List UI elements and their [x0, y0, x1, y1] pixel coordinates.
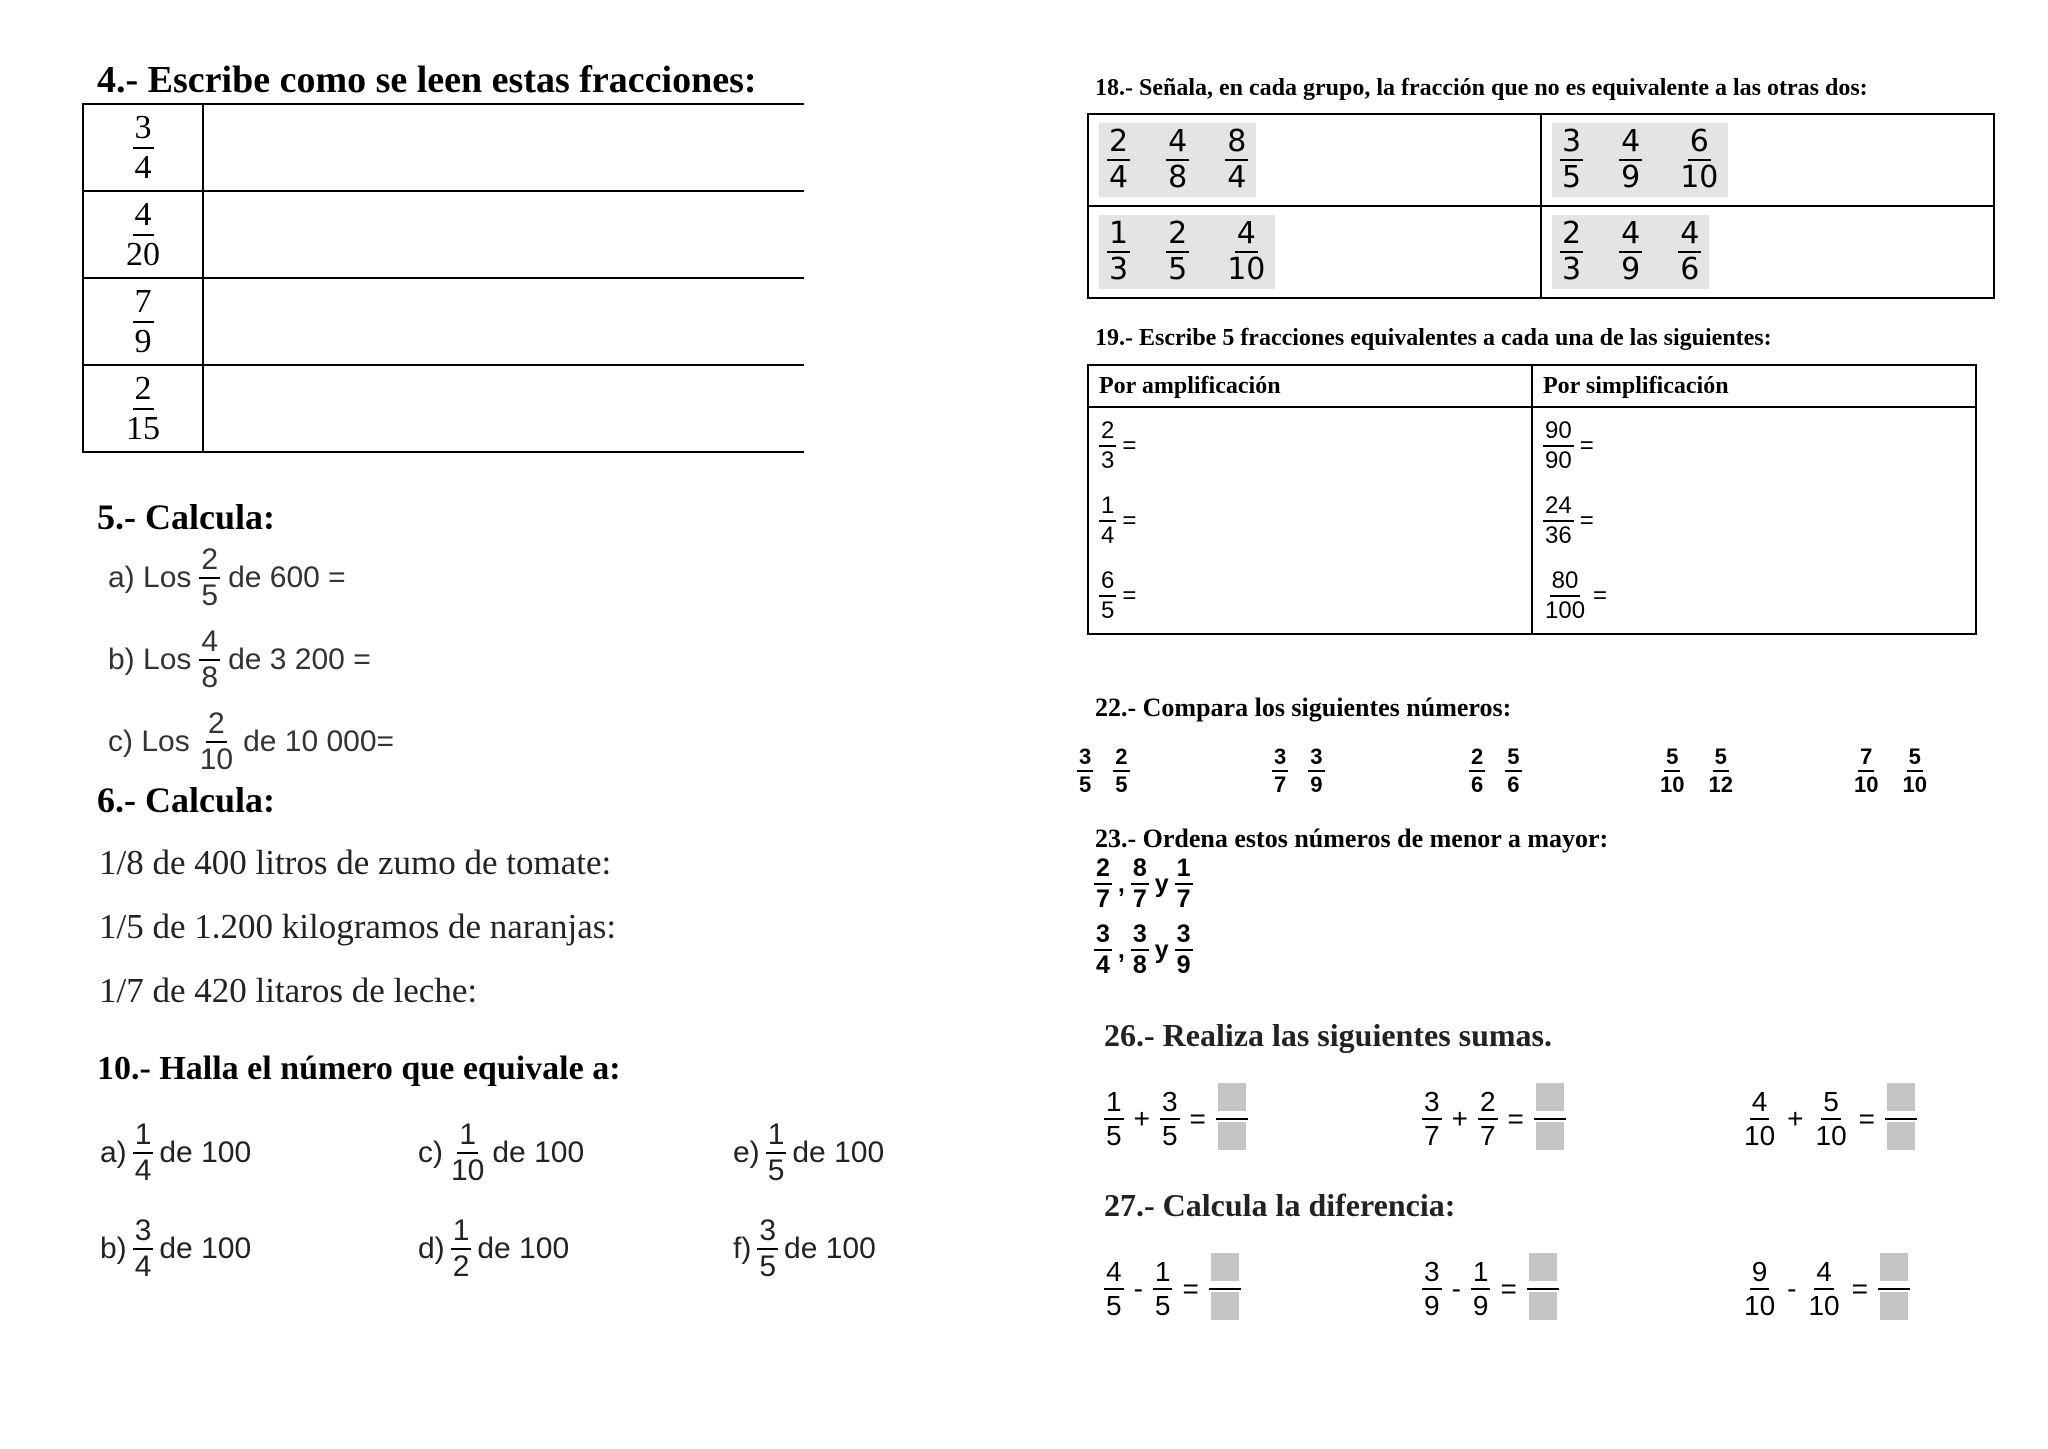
section-26-title: 26.- Realiza las siguientes sumas. [1104, 1017, 1552, 1053]
section-10-title: 10.- Halla el número que equivale a: [97, 1050, 621, 1087]
difference-exercise[interactable]: $\frac{9}{10}$ - $\frac{4}{10}$ = [1742, 1253, 1910, 1325]
fraction[interactable]: $\frac{8}{4}$ [1227, 124, 1247, 195]
answer-box[interactable] [1216, 1083, 1248, 1155]
compare-pair[interactable]: $\frac{2}{6}$ $\frac{5}{6}$ [1471, 744, 1520, 797]
answer-box[interactable] [1527, 1253, 1559, 1325]
sum-exercise[interactable]: $\frac{1}{5}$ + $\frac{3}{5}$ = [1104, 1083, 1248, 1155]
column-header-simplification: Por simplificación [1532, 365, 1976, 407]
equiv-item-f: f) $\frac{3}{5}$ de 100 [733, 1214, 876, 1283]
equiv-item-a: a) $\frac{1}{4}$ de 100 [100, 1118, 252, 1187]
calc-item-b: b) Los $\frac{4}{8}$ de 3 200 = [108, 625, 371, 694]
compare-pair[interactable]: $\frac{5}{10}$ $\frac{5}{12}$ [1660, 744, 1733, 797]
fraction: $\frac{4}{20}$ [126, 195, 160, 273]
word-problem-line: 1/5 de 1.200 kilogramos de naranjas: [99, 907, 617, 946]
answer-cell[interactable] [203, 365, 804, 452]
equiv-item-b: b) $\frac{3}{4}$ de 100 [100, 1214, 252, 1283]
section-18-title: 18.- Señala, en cada grupo, la fracción que no es equivalente a las otras dos: [1095, 75, 1868, 101]
fraction-group [1541, 114, 1994, 206]
fraction[interactable]: $\frac{4}{8}$ [1168, 124, 1188, 195]
answer-box[interactable] [1885, 1083, 1917, 1155]
section-22-title: 22.- Compara los siguientes números: [1095, 693, 1512, 722]
sum-exercise[interactable]: $\frac{3}{7}$ + $\frac{2}{7}$ = [1422, 1083, 1566, 1155]
sum-exercise[interactable]: $\frac{4}{10}$ + $\frac{5}{10}$ = [1742, 1083, 1917, 1155]
difference-exercise[interactable]: $\frac{4}{5}$ - $\frac{1}{5}$ = [1104, 1253, 1241, 1325]
answer-cell[interactable] [203, 104, 804, 191]
fraction[interactable]: $\frac{2}{3}$ [1562, 216, 1582, 287]
equiv-item-c: c) $\frac{1}{10}$ de 100 [418, 1118, 585, 1187]
equiv-item-e: e) $\frac{1}{5}$ de 100 [733, 1118, 885, 1187]
fraction-group [1088, 114, 1541, 206]
column-header-amplification: Por amplificación [1088, 365, 1532, 407]
table-row [83, 191, 804, 278]
section-5-title: 5.- Calcula: [97, 497, 275, 537]
equiv-item-d: d) $\frac{1}{2}$ de 100 [418, 1214, 570, 1283]
section-27-title: 27.- Calcula la diferencia: [1104, 1187, 1456, 1223]
order-row[interactable]: $\frac{3}{4}$ , $\frac{3}{8}$ y $\frac{3}{9}$ [1096, 920, 1191, 979]
answer-cell[interactable] [203, 278, 804, 365]
fraction[interactable]: $\frac{2}{4}$ [1109, 124, 1129, 195]
compare-pair[interactable]: $\frac{3}{7}$ $\frac{3}{9}$ [1274, 744, 1323, 797]
fraction[interactable]: $\frac{4}{10}$ [1227, 216, 1266, 287]
table-row [83, 278, 804, 365]
section-19-title: 19.- Escribe 5 fracciones equivalentes a cada una de las siguientes: [1095, 325, 1772, 351]
section-6-title: 6.- Calcula: [97, 780, 275, 820]
fraction: $\frac{7}{9}$ [134, 282, 152, 360]
equivalence-groups-table [1087, 113, 1995, 299]
table-row [83, 365, 804, 452]
fraction: $\frac{2}{15}$ [126, 369, 160, 447]
answer-cell[interactable] [203, 191, 804, 278]
fraction[interactable]: $\frac{4}{9}$ [1621, 124, 1641, 195]
fraction[interactable]: $\frac{1}{3}$ [1109, 216, 1129, 287]
order-row[interactable]: $\frac{2}{7}$ , $\frac{8}{7}$ y $\frac{1}{7}$ [1096, 854, 1191, 913]
table-row [83, 104, 804, 191]
simplification-cell[interactable]: $\frac{90}{90}$ = $\frac{24}{36}$ = $\frac{80}{100}$ = [1532, 407, 1976, 634]
fraction[interactable]: $\frac{2}{5}$ [1168, 216, 1188, 287]
section-23-title: 23.- Ordena estos números de menor a mayor: [1095, 824, 1609, 853]
difference-exercise[interactable]: $\frac{3}{9}$ - $\frac{1}{9}$ = [1422, 1253, 1559, 1325]
section-4-title: 4.- Escribe como se leen estas fracciones: [97, 59, 757, 101]
fraction: $\frac{3}{4}$ [134, 108, 152, 186]
fraction[interactable]: $\frac{4}{9}$ [1621, 216, 1641, 287]
fraction-group [1541, 206, 1994, 298]
word-problem-line: 1/7 de 420 litaros de leche: [99, 971, 478, 1010]
fraction[interactable]: $\frac{4}{6}$ [1680, 216, 1700, 287]
amplification-cell[interactable]: $\frac{2}{3}$ = $\frac{1}{4}$ = $\frac{6}{5}$ = [1088, 407, 1532, 634]
answer-box[interactable] [1534, 1083, 1566, 1155]
compare-pair[interactable]: $\frac{7}{10}$ $\frac{5}{10}$ [1854, 744, 1927, 797]
calc-item-a: a) Los $\frac{2}{5}$ de 600 = [108, 543, 346, 612]
answer-box[interactable] [1209, 1253, 1241, 1325]
word-problem-line: 1/8 de 400 litros de zumo de tomate: [99, 843, 612, 882]
fraction-group [1088, 206, 1541, 298]
calc-item-c: c) Los $\frac{2}{10}$ de 10 000= [108, 707, 395, 776]
compare-pair[interactable]: $\frac{3}{5}$ $\frac{2}{5}$ [1079, 744, 1128, 797]
fraction-reading-table [82, 103, 804, 453]
fraction[interactable]: $\frac{3}{5}$ [1562, 124, 1582, 195]
fraction[interactable]: $\frac{6}{10}$ [1680, 124, 1719, 195]
equivalent-fractions-table [1087, 364, 1977, 635]
answer-box[interactable] [1878, 1253, 1910, 1325]
